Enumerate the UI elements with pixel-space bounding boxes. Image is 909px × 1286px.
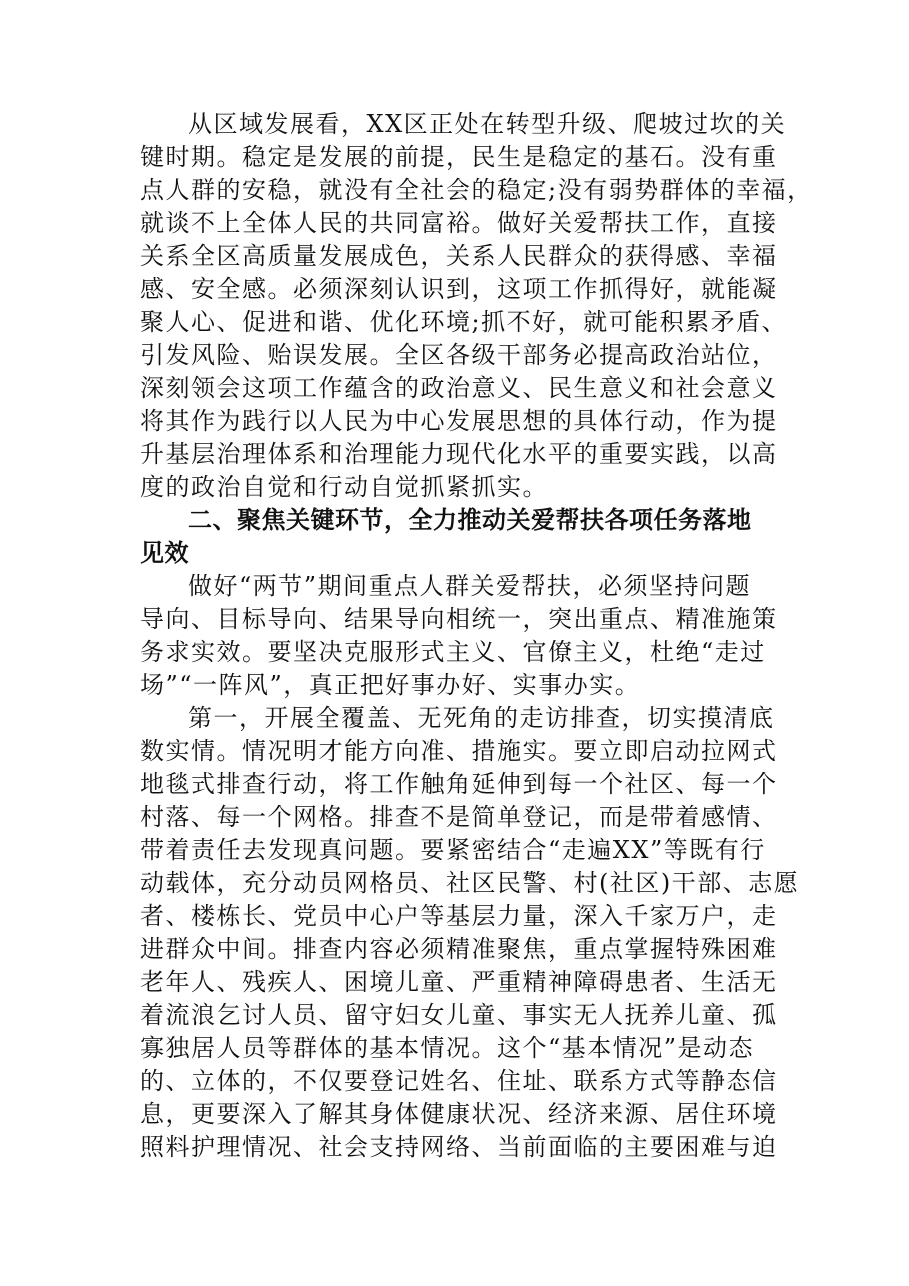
paragraph-line: 村落、每一个网格。排查不是简单登记，而是带着感情、 bbox=[140, 803, 778, 831]
paragraph-line: 带着责任去发现真问题。要紧密结合“走遍XX”等既有行 bbox=[140, 836, 766, 864]
document-body bbox=[140, 108, 813, 1164]
paragraph-line: 从区域发展看，XX区正处在转型升级、爬坡过坎的关 bbox=[188, 110, 787, 138]
paragraph-line: 动载体，充分动员网格员、社区民警、村(社区)干部、志愿 bbox=[140, 869, 800, 897]
paragraph-line: 息，更要深入了解其身体健康状况、经济来源、居住环境 bbox=[140, 1100, 778, 1128]
paragraph-line: 寡独居人员等群体的基本情况。这个“基本情况”是动态 bbox=[140, 1034, 755, 1062]
paragraph-line: 进群众中间。排查内容必须精准聚焦，重点掌握特殊困难 bbox=[140, 935, 778, 963]
paragraph-line: 场”“一阵风”，真正把好事办好、实事办实。 bbox=[140, 671, 641, 699]
paragraph-line: 关系全区高质量发展成色，关系人民群众的获得感、幸福 bbox=[140, 242, 778, 270]
paragraph-line: 导向、目标导向、结果导向相统一，突出重点、精准施策 bbox=[140, 605, 778, 633]
paragraph-line: 将其作为践行以人民为中心发展思想的具体行动，作为提 bbox=[140, 407, 778, 435]
paragraph-line: 聚人心、促进和谐、优化环境;抓不好，就可能积累矛盾、 bbox=[140, 308, 788, 336]
paragraph-line: 老年人、残疾人、困境儿童、严重精神障碍患者、生活无 bbox=[140, 968, 778, 996]
paragraph-line: 键时期。稳定是发展的前提，民生是稳定的基石。没有重 bbox=[140, 143, 778, 171]
section-heading: 二、聚焦关键环节，全力推动关爱帮扶各项任务落地 bbox=[188, 506, 752, 534]
paragraph-line: 者、楼栋长、党员中心户等基层力量，深入千家万户，走 bbox=[140, 902, 778, 930]
section-heading-continued: 见效 bbox=[140, 539, 189, 567]
paragraph-line: 做好“两节”期间重点人群关爱帮扶，必须坚持问题 bbox=[188, 572, 752, 600]
paragraph-line: 感、安全感。必须深刻认识到，这项工作抓得好，就能凝 bbox=[140, 275, 778, 303]
paragraph-line: 数实情。情况明才能方向准、措施实。要立即启动拉网式 bbox=[140, 737, 778, 765]
paragraph-line: 就谈不上全体人民的共同富裕。做好关爱帮扶工作，直接 bbox=[140, 209, 778, 237]
paragraph-line: 的、立体的，不仅要登记姓名、住址、联系方式等静态信 bbox=[140, 1067, 778, 1095]
paragraph-line: 第一，开展全覆盖、无死角的走访排查，切实摸清底 bbox=[188, 704, 775, 732]
paragraph-line: 升基层治理体系和治理能力现代化水平的重要实践，以高 bbox=[140, 440, 778, 468]
paragraph-line: 点人群的安稳，就没有全社会的稳定;没有弱势群体的幸福， bbox=[140, 176, 813, 204]
paragraph-line: 着流浪乞讨人员、留守妇女儿童、事实无人抚养儿童、孤 bbox=[140, 1001, 778, 1029]
paragraph-line: 地毯式排查行动，将工作触角延伸到每一个社区、每一个 bbox=[140, 770, 778, 798]
paragraph-line: 引发风险、贻误发展。全区各级干部务必提高政治站位， bbox=[140, 341, 778, 369]
paragraph-line: 照料护理情况、社会支持网络、当前面临的主要困难与迫 bbox=[140, 1133, 778, 1161]
paragraph-line: 务求实效。要坚决克服形式主义、官僚主义，杜绝“走过 bbox=[140, 638, 766, 666]
paragraph-line: 深刻领会这项工作蕴含的政治意义、民生意义和社会意义 bbox=[140, 374, 778, 402]
paragraph-line: 度的政治自觉和行动自觉抓紧抓实。 bbox=[140, 473, 548, 501]
